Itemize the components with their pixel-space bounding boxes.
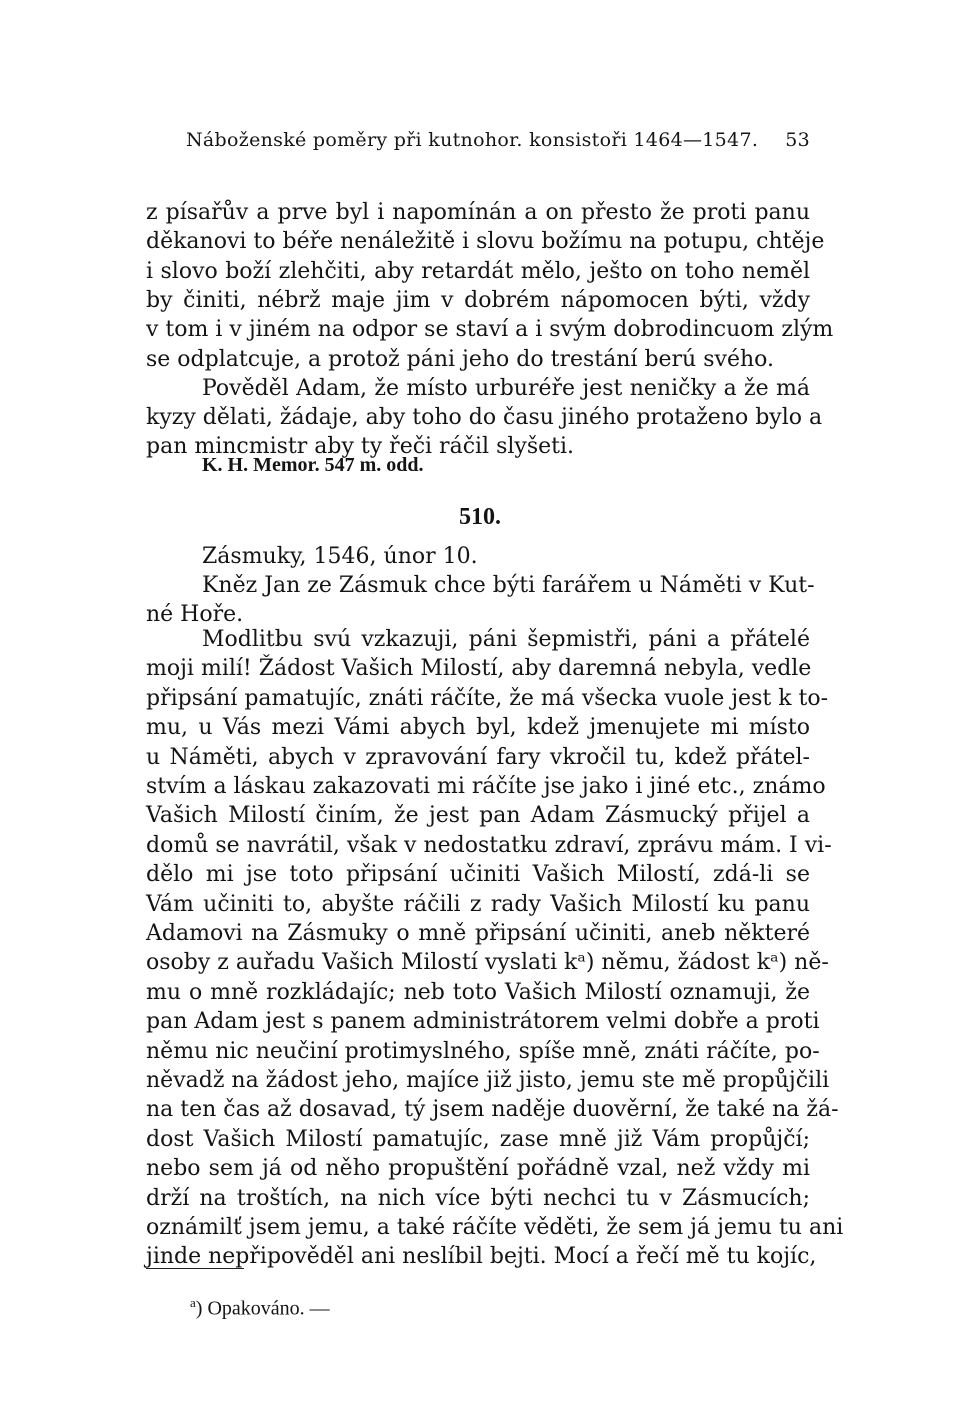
letter-line: drží na troštích, na nich více býti nechci tu v Zásmucích; (146, 1185, 810, 1211)
letter-line: dělo mi jse toto připsání učiniti Vašich Milostí, zdá-li se (146, 862, 810, 888)
place-date: Zásmuky, 1546, únor 10. (202, 544, 478, 569)
body-line: děkanovi to béře nenáležitě i slovu božímu na potupu, chtěje (146, 229, 825, 255)
footnote-marker: a (190, 1295, 196, 1310)
document-number: 510. (459, 504, 501, 530)
body-line: se odplatcuje, a protož páni jeho do trestání berú svého. (146, 346, 774, 372)
letter-line: oznámilť jsem jemu, a také ráčíte věděti, že sem já jemu tu ani (146, 1215, 844, 1240)
letter-line: moji milí! Žádost Vašich Milostí, aby daremná nebyla, vedle (146, 656, 812, 682)
letter-line: pan Adam jest s panem administrátorem velmi dobře a proti (146, 1009, 820, 1035)
footnote (190, 1290, 330, 1322)
running-head-title: Náboženské poměry při kutnohor. konsistoři 1464—1547. (186, 129, 759, 151)
body-line: pan mincmistr aby ty řeči ráčil slyšeti. (146, 434, 575, 460)
letter-line: domů se navrátil, však v nedostatku zdraví, zprávu mám. I vi- (146, 832, 832, 858)
letter-line: mu o mně rozkládajíc; neb toto Vašich Milostí oznamuji, že (146, 979, 810, 1005)
letter-line: jinde nepřipověděl ani neslíbil bejti. Mocí a řečí mě tu kojíc, (146, 1244, 817, 1270)
source-reference: K. H. Memor. 547 m. odd. (202, 454, 424, 476)
body-line: by činiti, nébrž maje jim v dobrém nápomocen býti, vždy (146, 287, 810, 313)
page-number: 53 (785, 129, 810, 151)
letter-line: němu nic neučiní protimyslného, spíše mně, znáti ráčíte, po- (146, 1038, 820, 1064)
letter-line: u Náměti, abych v zpravování fary vkročil tu, kdež přátel- (146, 744, 810, 770)
letter-line: dost Vašich Milostí pamatujíc, zase mně již Vám propůjčí; (146, 1126, 810, 1152)
body-line: v tom i v jiném na odpor se staví a i svým dobrodincuom zlým (146, 317, 834, 343)
body-line: z písařův a prve byl i napomínán a on přesto že proti panu (146, 200, 810, 225)
summary-line: Kněz Jan ze Zásmuk chce býti farářem u Náměti v Kut- (202, 573, 815, 598)
body-line: i slovo boží zlehčiti, aby retardát mělo, ješto on toho neměl (146, 258, 810, 284)
letter-line: nebo sem já od něho propuštění pořádně vzal, než vždy mi (146, 1156, 810, 1182)
body-line: kyzy dělati, žádaje, aby toho do času jiného protaženo bylo a (146, 405, 823, 431)
body-line: Pověděl Adam, že místo urburéře jest neničky a že má (202, 375, 810, 401)
letter-line: připsání pamatujíc, znáti ráčíte, že má všecka vuole jest k to- (146, 685, 829, 711)
letter-line: něvadž na žádost jeho, majíce již jisto, jemu ste mě propůjčili (146, 1068, 830, 1093)
letter-line: stvím a láskau zakazovati mi ráčíte jse jako i jiné etc., známo (146, 774, 826, 799)
letter-line: Vašich Milostí činím, že jest pan Adam Zásmucký přijel a (146, 803, 810, 829)
letter-line: Adamovi na Zásmuky o mně připsání učiniti, aneb některé (146, 921, 810, 946)
running-head (186, 128, 810, 152)
letter-line: Vám učiniti to, abyšte ráčili z rady Vašich Milostí ku panu (146, 891, 810, 917)
letter-line: Modlitbu svú vzkazuji, páni šepmistři, páni a přátelé (202, 627, 810, 652)
letter-line: mu, u Vás mezi Vámi abych byl, kdež jmenujete mi místo (146, 715, 810, 741)
summary-line: né Hoře. (146, 602, 244, 628)
letter-line: osoby z auřadu Vašich Milostí vyslati kᵃ) němu, žádost kᵃ) ně- (146, 950, 829, 976)
footnote-rule (146, 1268, 244, 1269)
footnote-text: ) Opakováno. — (195, 1297, 330, 1320)
letter-line: na ten čas až dosavad, tý jsem naděje duověrní, že také na žá- (146, 1097, 839, 1123)
